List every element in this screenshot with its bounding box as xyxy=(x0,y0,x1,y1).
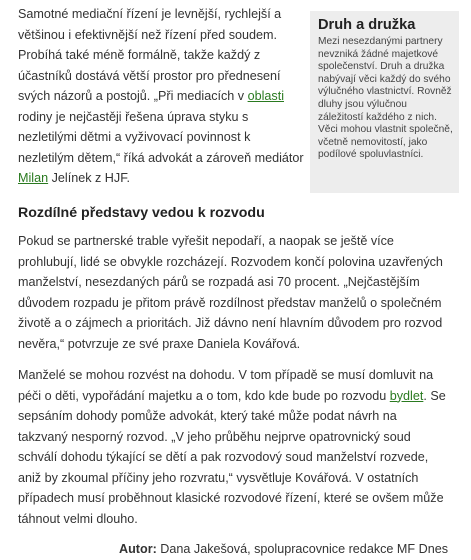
author-line xyxy=(18,539,448,560)
info-box-text: Mezi nesezdanými partnery nevzniká žádné majetkové společenství. Druh a družka nabývají věci každý do svého výlučného vlastnictví. Rovněž dluhy jsou výlučnou záležitostí každého z nich. Věci mohou vlastnit společně, včetně nemovitostí, jako podílové spoluvlastníci. xyxy=(318,36,453,161)
section-heading: Rozdílné představy vedou k rozvodu xyxy=(18,205,265,221)
para2-text-b: . Se sepsáním dohody pomůže advokát, který také může podat návrh na takzvaný nesporný rozvod. „V jeho průběhu nejprve opatrovnický soud schválí dohodu týkající se dětí a pak rozvodový soud manželství rozvede, aniž by zkoumal příčiny jeho rozvratu,“ vysvětluje Kovářová. V ostatních případech musí proběhnout klasické rozvodové řízení, které se ovšem může táhnout velmi dlouho. xyxy=(18,388,446,526)
link-oblasti[interactable]: oblasti xyxy=(247,89,284,103)
article-top xyxy=(18,4,461,194)
info-box-title: Druh a družka xyxy=(318,17,416,33)
para2-text-a: Manželé se mohou rozvést na dohodu. V tom případě se musí domluvit na péči o děti, vypořádání majetku a o tom, kdo kde bude po rozvodu xyxy=(18,368,434,403)
intro-paragraph xyxy=(18,4,306,189)
link-bydlet[interactable]: bydlet xyxy=(389,388,424,403)
intro-text-b: rodiny je nejčastěji řešena úprava styku s nezletilými dětmi a vyživovací povinnost k nezletilým dětem,“ říká advokát a zároveň mediátor xyxy=(18,109,304,165)
intro-text-c: Jelínek z HJF. xyxy=(48,171,130,185)
intro-text-a: Samotné mediační řízení je levnější, rychlejší a většinou i efektivnější než řízení před soudem. Probíhá také méně formálně, takže každý z účastníků dostává větší prostor pro přednesení svých názorů a postojů. „Při mediacích v xyxy=(18,7,282,103)
info-box xyxy=(310,11,459,193)
author-label: Autor: xyxy=(119,542,157,556)
link-milan[interactable]: Milan xyxy=(18,171,49,185)
section-paragraph-1: Pokud se partnerské trable vyřešit nepodaří, a naopak se ještě více prohlubují, lidé se obvykle rozcházejí. Rozvodem končí polovina uzavřených manželství, nesezdaných párů se rozpadá asi 70 procent. „Nejčastějším důvodem rozpadu je přitom právě rozdílnost představ manželů o společném životě a o zájmech a prioritách. Již dávno není hlavním důvodem pro rozvod nevěra,“ potvrzuje ze své praxe Daniela Kovářová. xyxy=(18,234,443,351)
author-name: Dana Jakešová, spolupracovnice redakce MF Dnes xyxy=(156,542,448,556)
section-paragraph-2 xyxy=(18,365,448,529)
